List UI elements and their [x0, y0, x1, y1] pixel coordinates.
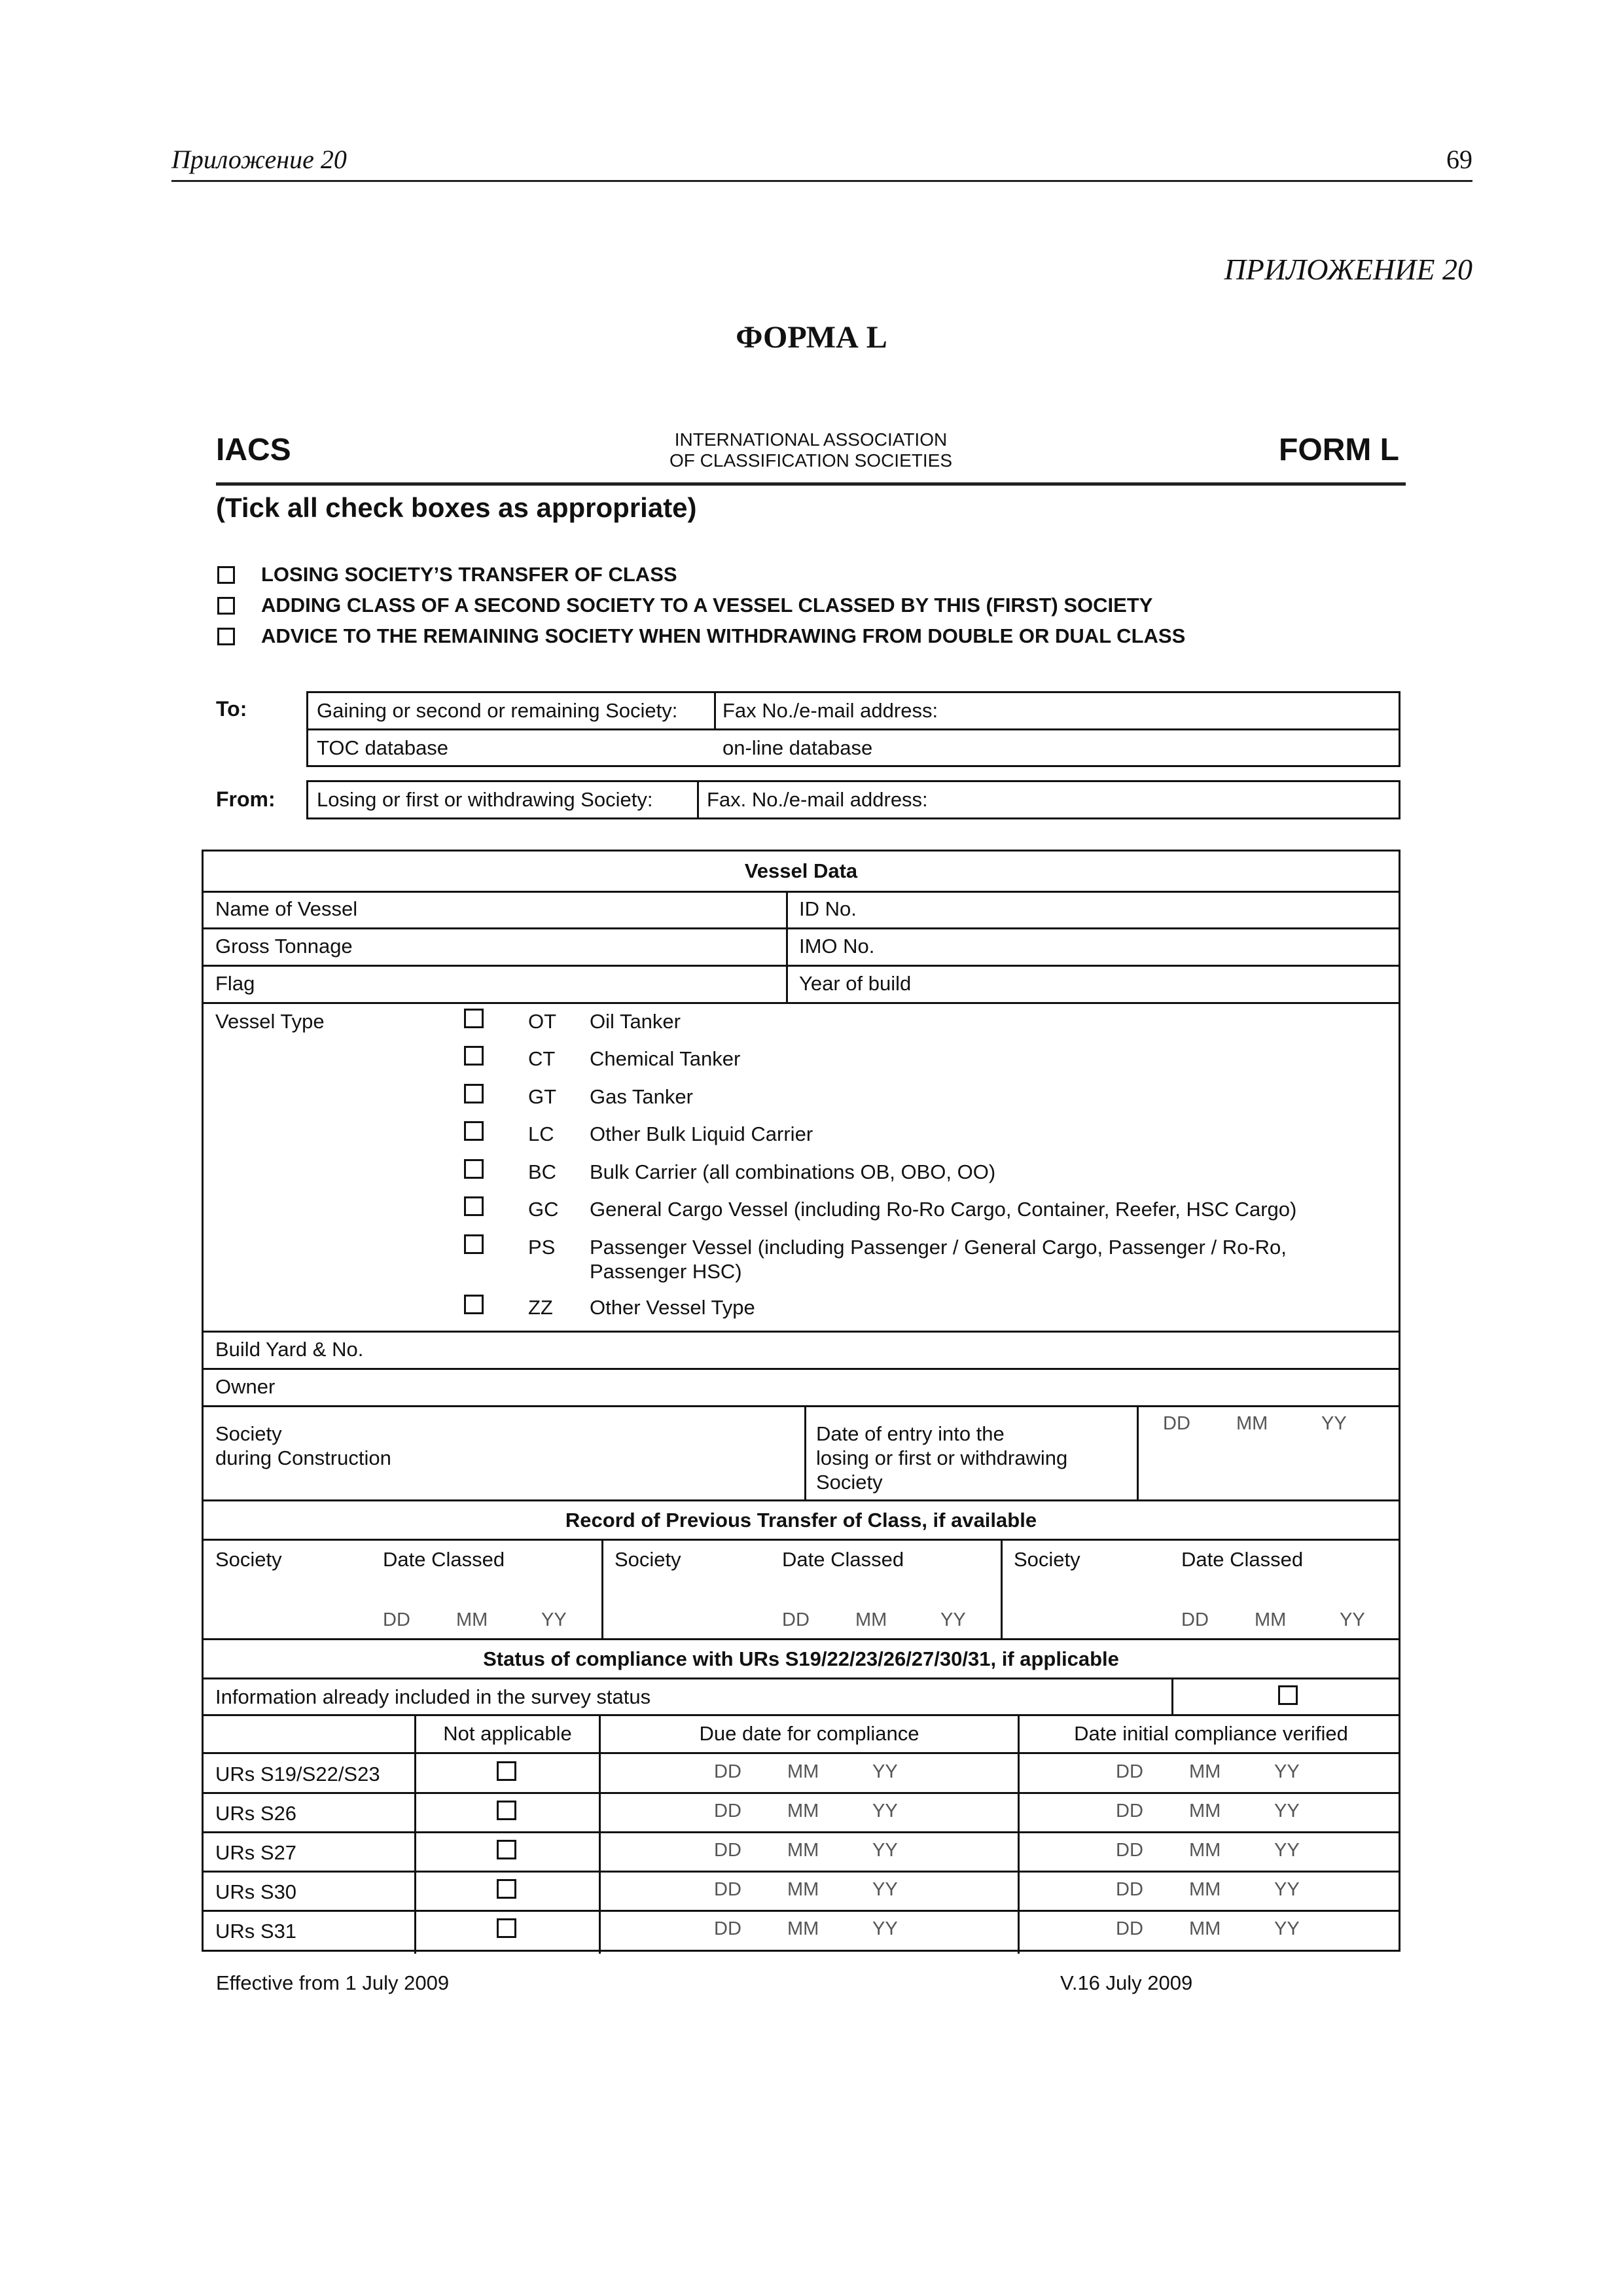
- prev-mm-3[interactable]: MM: [1255, 1609, 1287, 1630]
- vessel-type-checkbox-gt[interactable]: [464, 1084, 484, 1103]
- prev-dd-3[interactable]: DD: [1181, 1609, 1209, 1630]
- verified-mm[interactable]: MM: [1189, 1761, 1221, 1782]
- prev-mm-2[interactable]: MM: [855, 1609, 887, 1630]
- verified-dd[interactable]: DD: [1116, 1801, 1143, 1821]
- prev-date-classed-1[interactable]: Date Classed: [383, 1548, 505, 1571]
- previous-transfer-heading: Record of Previous Transfer of Class, if available: [565, 1509, 1037, 1532]
- prev-society-1[interactable]: Society: [215, 1548, 282, 1571]
- gross-tonnage-field[interactable]: Gross Tonnage: [215, 935, 353, 958]
- vessel-type-desc-zz: Other Vessel Type: [590, 1296, 755, 1319]
- due-dd[interactable]: DD: [714, 1761, 741, 1782]
- purpose-checkbox-advice[interactable]: [217, 628, 235, 645]
- date-entry-line3: Society: [816, 1471, 883, 1494]
- ur-row-label: URs S31: [215, 1920, 297, 1943]
- date-entry-line2: losing or first or withdrawing: [816, 1446, 1068, 1469]
- page-number: 69: [1446, 145, 1472, 174]
- effective-date: Effective from 1 July 2009: [216, 1971, 450, 1994]
- prev-yy-1[interactable]: YY: [541, 1609, 567, 1630]
- verified-yy[interactable]: YY: [1274, 1840, 1300, 1861]
- vessel-type-code-lc: LC: [528, 1122, 554, 1145]
- ur-not-applicable-checkbox[interactable]: [497, 1918, 516, 1938]
- verified-mm[interactable]: MM: [1189, 1801, 1221, 1821]
- verified-yy[interactable]: YY: [1274, 1801, 1300, 1821]
- prev-date-classed-2[interactable]: Date Classed: [782, 1548, 904, 1571]
- verified-yy[interactable]: YY: [1274, 1879, 1300, 1900]
- due-mm[interactable]: MM: [787, 1918, 819, 1939]
- due-yy[interactable]: YY: [872, 1879, 898, 1900]
- prev-mm-1[interactable]: MM: [456, 1609, 488, 1630]
- vessel-type-code-ot: OT: [528, 1010, 557, 1033]
- online-database-field[interactable]: on-line database: [722, 736, 873, 759]
- due-dd[interactable]: DD: [714, 1879, 741, 1900]
- form-title: ФОРМА L: [736, 320, 887, 355]
- vessel-data-heading: Vessel Data: [744, 859, 858, 882]
- col-due-date: Due date for compliance: [699, 1722, 919, 1745]
- prev-society-2[interactable]: Society: [615, 1548, 681, 1571]
- prev-dd-1[interactable]: DD: [383, 1609, 410, 1630]
- purpose-option-advice: [217, 624, 1185, 648]
- date-entry-yy[interactable]: YY: [1321, 1413, 1347, 1434]
- build-yard-field[interactable]: Build Yard & No.: [215, 1338, 364, 1361]
- vessel-type-checkbox-ot[interactable]: [464, 1009, 484, 1028]
- purpose-option-transfer: [217, 563, 677, 586]
- verified-dd[interactable]: DD: [1116, 1840, 1143, 1861]
- verified-yy[interactable]: YY: [1274, 1918, 1300, 1939]
- vessel-type-checkbox-ct[interactable]: [464, 1046, 484, 1066]
- due-dd[interactable]: DD: [714, 1840, 741, 1861]
- gaining-society-field[interactable]: Gaining or second or remaining Society:: [317, 699, 678, 722]
- ur-not-applicable-checkbox[interactable]: [497, 1761, 516, 1781]
- vessel-data-table: [202, 850, 1400, 1952]
- running-header-title: Приложение 20: [171, 145, 347, 174]
- vessel-type-desc-ps: Passenger Vessel (including Passenger / General Cargo, Passenger / Ro-Ro,: [590, 1236, 1287, 1259]
- appendix-title: ПРИЛОЖЕНИЕ 20: [1224, 253, 1472, 286]
- vessel-type-desc-bc: Bulk Carrier (all combinations OB, OBO, OO): [590, 1160, 996, 1183]
- vessel-type-desc-gc: General Cargo Vessel (including Ro-Ro Cargo, Container, Reefer, HSC Cargo): [590, 1198, 1297, 1221]
- vessel-type-checkbox-ps[interactable]: [464, 1234, 484, 1254]
- to-fax-email-field[interactable]: Fax No./e-mail address:: [722, 699, 938, 722]
- verified-mm[interactable]: MM: [1189, 1879, 1221, 1900]
- date-entry-mm[interactable]: MM: [1236, 1413, 1268, 1434]
- form-code: FORM L: [1279, 433, 1399, 467]
- society-construction-line1: Society: [215, 1422, 282, 1445]
- iacs-logo-text: IACS: [216, 433, 291, 467]
- owner-field[interactable]: Owner: [215, 1375, 276, 1398]
- vessel-type-desc-ps-cont: Passenger HSC): [590, 1260, 742, 1283]
- vessel-type-desc-gt: Gas Tanker: [590, 1085, 693, 1108]
- losing-society-field[interactable]: Losing or first or withdrawing Society:: [317, 788, 653, 811]
- vessel-type-code-ct: CT: [528, 1047, 556, 1070]
- info-included-label: Information already included in the survey status: [215, 1685, 651, 1708]
- vessel-type-checkbox-gc[interactable]: [464, 1196, 484, 1216]
- instructions: (Tick all check boxes as appropriate): [216, 492, 697, 523]
- version: V.16 July 2009: [1060, 1971, 1193, 1994]
- prev-date-classed-3[interactable]: Date Classed: [1181, 1548, 1304, 1571]
- verified-dd[interactable]: DD: [1116, 1761, 1143, 1782]
- ur-not-applicable-checkbox[interactable]: [497, 1840, 516, 1859]
- prev-dd-2[interactable]: DD: [782, 1609, 810, 1630]
- purpose-option-adding: [217, 594, 1152, 617]
- vessel-type-code-zz: ZZ: [528, 1296, 553, 1319]
- purpose-checkbox-transfer[interactable]: [217, 566, 235, 584]
- due-yy[interactable]: YY: [872, 1761, 898, 1782]
- year-of-build-field[interactable]: Year of build: [799, 972, 912, 995]
- date-entry-line1: Date of entry into the: [816, 1422, 1005, 1445]
- purpose-label-advice: ADVICE TO THE REMAINING SOCIETY WHEN WITHDRAWING FROM DOUBLE OR DUAL CLASS: [261, 624, 1186, 647]
- name-of-vessel-field[interactable]: Name of Vessel: [215, 897, 358, 920]
- vessel-type-desc-ct: Chemical Tanker: [590, 1047, 741, 1070]
- vessel-type-code-gt: GT: [528, 1085, 557, 1108]
- from-fax-email-field[interactable]: Fax. No./e-mail address:: [707, 788, 928, 811]
- due-yy[interactable]: YY: [872, 1840, 898, 1861]
- verified-mm[interactable]: MM: [1189, 1840, 1221, 1861]
- due-dd[interactable]: DD: [714, 1801, 741, 1821]
- due-mm[interactable]: MM: [787, 1761, 819, 1782]
- ur-row-label: URs S27: [215, 1841, 297, 1864]
- purpose-label-adding: ADDING CLASS OF A SECOND SOCIETY TO A VESSEL CLASSED BY THIS (FIRST) SOCIETY: [261, 594, 1153, 617]
- prev-yy-3[interactable]: YY: [1340, 1609, 1365, 1630]
- vessel-type-checkbox-lc[interactable]: [464, 1121, 484, 1141]
- purpose-label-transfer: LOSING SOCIETY’S TRANSFER OF CLASS: [261, 563, 677, 586]
- compliance-heading: Status of compliance with URs S19/22/23/26/27/30/31, if applicable: [483, 1647, 1119, 1670]
- toc-database-field[interactable]: TOC database: [317, 736, 449, 759]
- col-initial-verified: Date initial compliance verified: [1074, 1722, 1348, 1745]
- prev-yy-2[interactable]: YY: [940, 1609, 966, 1630]
- vessel-type-code-bc: BC: [528, 1160, 557, 1183]
- form-header: [216, 425, 1406, 486]
- vessel-type-checkbox-bc[interactable]: [464, 1159, 484, 1179]
- to-label: To:: [216, 697, 247, 721]
- verified-dd[interactable]: DD: [1116, 1879, 1143, 1900]
- vessel-type-desc-ot: Oil Tanker: [590, 1010, 681, 1033]
- ur-row-label: URs S30: [215, 1880, 297, 1903]
- association-line-1: INTERNATIONAL ASSOCIATION: [674, 429, 948, 450]
- due-mm[interactable]: MM: [787, 1840, 819, 1861]
- due-yy[interactable]: YY: [872, 1801, 898, 1821]
- society-construction-line2: during Construction: [215, 1446, 391, 1469]
- vessel-type-desc-lc: Other Bulk Liquid Carrier: [590, 1122, 813, 1145]
- flag-field[interactable]: Flag: [215, 972, 255, 995]
- imo-no-field[interactable]: IMO No.: [799, 935, 875, 958]
- verified-dd[interactable]: DD: [1116, 1918, 1143, 1939]
- association-name: [216, 429, 1406, 471]
- ur-not-applicable-checkbox[interactable]: [497, 1801, 516, 1820]
- id-no-field[interactable]: ID No.: [799, 897, 857, 920]
- vessel-type-code-ps: PS: [528, 1236, 556, 1259]
- ur-not-applicable-checkbox[interactable]: [497, 1879, 516, 1899]
- association-line-2: OF CLASSIFICATION SOCIETIES: [669, 450, 952, 471]
- verified-mm[interactable]: MM: [1189, 1918, 1221, 1939]
- vessel-type-label: Vessel Type: [215, 1010, 325, 1033]
- ur-row-label: URs S26: [215, 1802, 297, 1825]
- date-entry-dd[interactable]: DD: [1163, 1413, 1190, 1434]
- vessel-type-code-gc: GC: [528, 1198, 559, 1221]
- info-included-checkbox[interactable]: [1278, 1685, 1298, 1705]
- col-not-applicable: Not applicable: [443, 1722, 572, 1745]
- ur-row-label: URs S19/S22/S23: [215, 1763, 380, 1785]
- due-yy[interactable]: YY: [872, 1918, 898, 1939]
- prev-society-3[interactable]: Society: [1014, 1548, 1080, 1571]
- due-dd[interactable]: DD: [714, 1918, 741, 1939]
- due-mm[interactable]: MM: [787, 1879, 819, 1900]
- purpose-checkbox-adding[interactable]: [217, 597, 235, 615]
- vessel-type-checkbox-zz[interactable]: [464, 1295, 484, 1314]
- verified-yy[interactable]: YY: [1274, 1761, 1300, 1782]
- due-mm[interactable]: MM: [787, 1801, 819, 1821]
- running-header: [171, 145, 1472, 182]
- from-label: From:: [216, 787, 276, 811]
